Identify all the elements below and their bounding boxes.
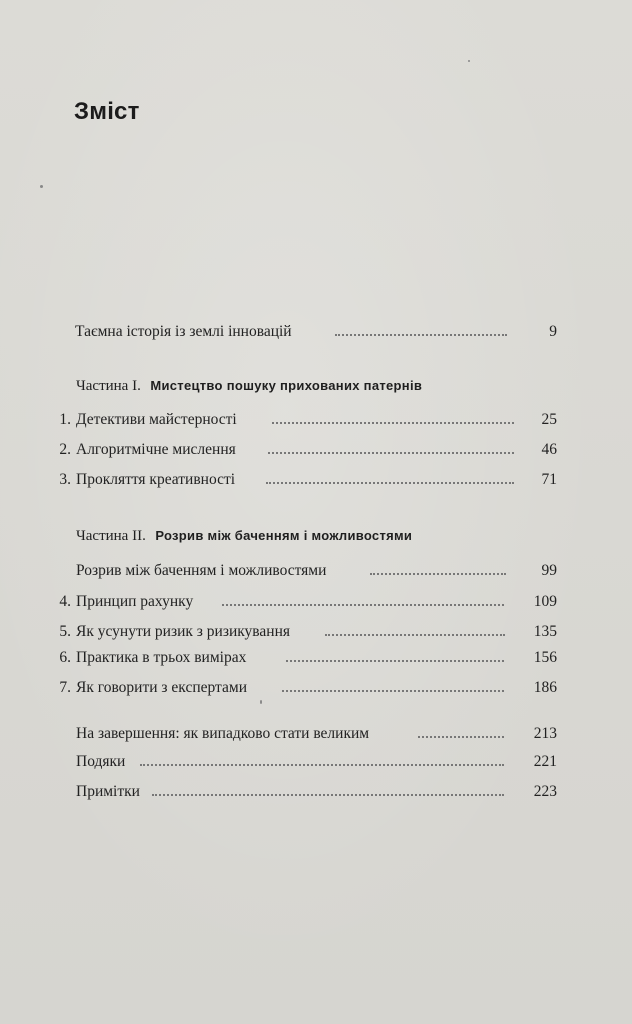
entry-page: 223	[533, 783, 557, 800]
part-label: Частина I.	[76, 378, 141, 394]
leader-dots	[266, 482, 514, 484]
entry-text: Прокляття креативності	[76, 471, 236, 488]
part-name: Розрив між баченням і можливостями	[155, 528, 413, 543]
entry-page: 221	[533, 753, 557, 770]
chapter-number: 2.	[59, 441, 71, 458]
toc-entry-acknowledgements	[0, 750, 632, 774]
part-label: Частина II.	[76, 528, 146, 544]
chapter-number: 1.	[59, 411, 71, 428]
part-name: Мистецтво пошуку прихованих патернів	[150, 378, 423, 393]
entry-page: 109	[533, 593, 557, 610]
leader-dots	[370, 573, 506, 575]
entry-text: Як усунути ризик з ризикування	[76, 623, 291, 640]
part-heading-1	[76, 374, 422, 398]
toc-entry-notes	[0, 780, 632, 804]
leader-dots	[152, 794, 504, 796]
toc-entry-chapter-7	[0, 676, 632, 700]
entry-page: 213	[533, 725, 557, 742]
chapter-number: 4.	[59, 593, 71, 610]
toc-entry-conclusion	[0, 722, 632, 746]
toc-entry-chapter-5	[0, 620, 632, 644]
leader-dots	[335, 334, 507, 336]
toc-entry-chapter-1	[0, 408, 632, 432]
entry-page: 25	[541, 411, 557, 428]
entry-text: Розрив між баченням і можливостями	[76, 562, 327, 579]
entry-text: Принцип рахунку	[76, 593, 194, 610]
leader-dots	[418, 736, 504, 738]
entry-text: Детективи майстерності	[76, 411, 237, 428]
toc-entry-chapter-2	[0, 438, 632, 462]
chapter-number: 6.	[59, 649, 71, 666]
entry-page: 156	[533, 649, 557, 666]
entry-page: 186	[533, 679, 557, 696]
part-heading-2	[76, 524, 412, 548]
leader-dots	[325, 634, 505, 636]
entry-text: Таємна історія із землі інновацій	[75, 323, 292, 340]
toc-entry-chapter-6	[0, 646, 632, 670]
entry-page: 71	[541, 471, 557, 488]
toc-entry-chapter-4	[0, 590, 632, 614]
leader-dots	[286, 660, 504, 662]
leader-dots	[272, 422, 514, 424]
entry-page: 46	[541, 441, 557, 458]
chapter-number: 5.	[59, 623, 71, 640]
chapter-number: 3.	[59, 471, 71, 488]
entry-text: Подяки	[76, 753, 126, 770]
entry-text: Алгоритмічне мислення	[76, 441, 236, 458]
toc-entry-intro	[0, 320, 632, 344]
entry-text: Практика в трьох вимірах	[76, 649, 247, 666]
leader-dots	[282, 690, 504, 692]
entry-text: На завершення: як випадково стати великим	[76, 725, 370, 742]
entry-text: Примітки	[76, 783, 140, 800]
toc-entry-chapter-3	[0, 468, 632, 492]
toc-entry-part-2-intro	[0, 559, 632, 583]
leader-dots	[140, 764, 504, 766]
entry-text: Як говорити з експертами	[76, 679, 247, 696]
leader-dots	[222, 604, 504, 606]
page-title: Зміст	[74, 98, 140, 125]
chapter-number: 7.	[59, 679, 71, 696]
entry-page: 9	[549, 323, 557, 340]
leader-dots	[268, 452, 514, 454]
entry-page: 135	[533, 623, 557, 640]
entry-page: 99	[541, 562, 557, 579]
